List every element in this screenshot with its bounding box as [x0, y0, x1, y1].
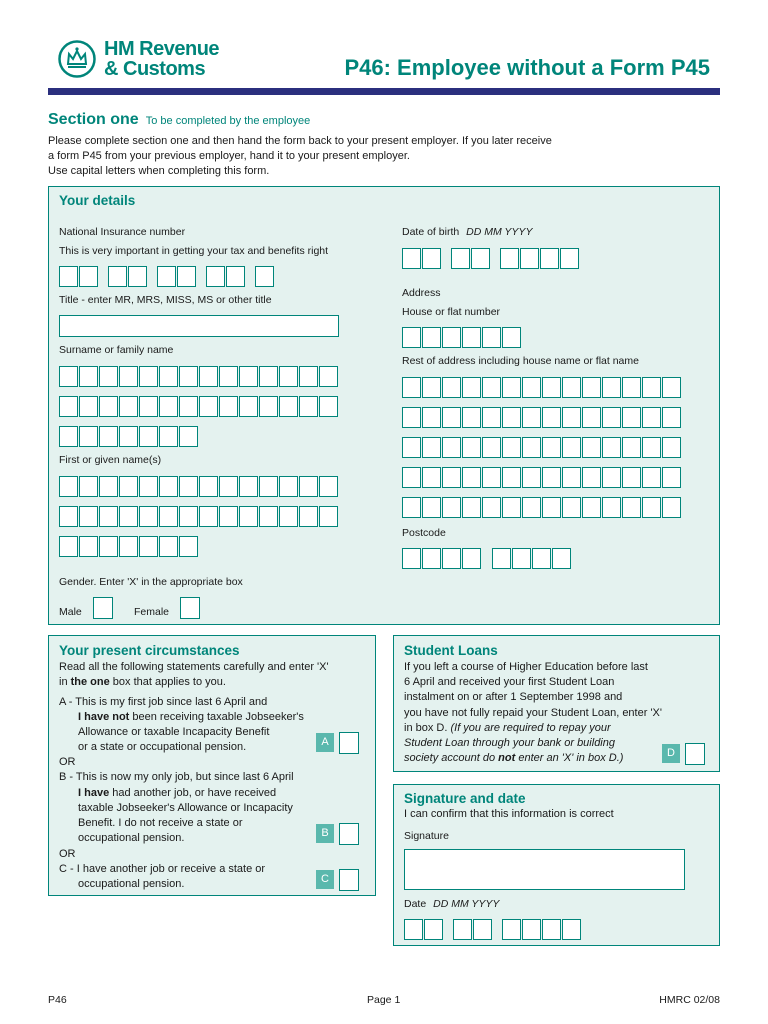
- first-name-char-box[interactable]: [299, 506, 318, 527]
- option-b-line-4: Benefit. I do not receive a state or: [78, 817, 243, 829]
- sl-line-6: Student Loan through your bank or building: [404, 737, 615, 749]
- house-char-box[interactable]: [402, 327, 421, 348]
- first-name-char-box[interactable]: [179, 506, 198, 527]
- house-char-box[interactable]: [482, 327, 501, 348]
- ni-note: This is very important in getting your tax and benefits right: [59, 245, 329, 257]
- ni-char-box[interactable]: [226, 266, 245, 287]
- surname-char-box[interactable]: [179, 426, 198, 447]
- dob-char-box[interactable]: [520, 248, 539, 269]
- first-name-char-box[interactable]: [119, 476, 138, 497]
- option-c-checkbox[interactable]: [339, 869, 359, 891]
- signature-title: Signature and date: [404, 791, 526, 806]
- address-char-box[interactable]: [522, 437, 541, 458]
- sl-line-7-pre: society account do: [404, 752, 499, 764]
- header-bar: [48, 88, 720, 95]
- address-char-box[interactable]: [642, 467, 661, 488]
- first-name-char-box[interactable]: [199, 506, 218, 527]
- org-name-line1: HM Revenue: [104, 38, 220, 60]
- first-name-char-box[interactable]: [239, 476, 258, 497]
- first-name-char-box[interactable]: [139, 536, 158, 557]
- female-checkbox[interactable]: [180, 597, 200, 619]
- first-name-char-box[interactable]: [159, 536, 178, 557]
- option-a-line-3: Allowance or taxable Incapacity Benefit: [78, 726, 270, 738]
- your-details-title: Your details: [59, 193, 136, 208]
- hmrc-logo: [58, 40, 96, 78]
- sl-line-7-post: enter an 'X' in box D.): [515, 752, 624, 764]
- surname-char-box[interactable]: [279, 396, 298, 417]
- surname-char-box[interactable]: [199, 366, 218, 387]
- sl-line-5-plain: in box D.: [404, 722, 448, 734]
- postcode-char-box[interactable]: [492, 548, 511, 569]
- first-name-char-box[interactable]: [99, 476, 118, 497]
- first-name-char-box[interactable]: [99, 506, 118, 527]
- footer-version: HMRC 02/08: [659, 994, 720, 1006]
- intro-line-3: Use capital letters when completing this form.: [48, 165, 270, 177]
- surname-char-box[interactable]: [259, 366, 278, 387]
- address-char-box[interactable]: [582, 467, 601, 488]
- dob-label: [402, 226, 532, 238]
- female-label: Female: [134, 606, 170, 618]
- address-label: Address: [402, 287, 441, 299]
- address-char-box[interactable]: [442, 467, 461, 488]
- surname-char-box[interactable]: [319, 396, 338, 417]
- male-label: Male: [59, 606, 82, 618]
- date-format: DD MM YYYY: [433, 898, 500, 910]
- address-char-box[interactable]: [482, 407, 501, 428]
- form-title: P46: Employee without a Form P45: [344, 55, 710, 80]
- address-char-box[interactable]: [402, 437, 421, 458]
- crown-icon: [58, 40, 96, 78]
- address-char-box[interactable]: [622, 407, 641, 428]
- sl-line-7-bold: not: [498, 752, 516, 764]
- dob-char-box[interactable]: [402, 248, 421, 269]
- address-char-box[interactable]: [422, 377, 441, 398]
- address-char-box[interactable]: [502, 497, 521, 518]
- ni-char-box[interactable]: [206, 266, 225, 287]
- ni-char-box[interactable]: [59, 266, 78, 287]
- address-char-box[interactable]: [462, 497, 481, 518]
- tag-d: D: [662, 744, 680, 763]
- sl-line-7: [404, 751, 623, 766]
- address-char-box[interactable]: [542, 467, 561, 488]
- surname-char-box[interactable]: [79, 366, 98, 387]
- surname-char-box[interactable]: [119, 396, 138, 417]
- address-char-box[interactable]: [602, 497, 621, 518]
- first-name-char-box[interactable]: [119, 506, 138, 527]
- address-char-box[interactable]: [482, 497, 501, 518]
- address-char-box[interactable]: [562, 407, 581, 428]
- org-name-line2: & Customs: [104, 58, 206, 80]
- date-char-box[interactable]: [542, 919, 561, 940]
- sl-line-5-italic: (If you are required to repay your: [447, 722, 611, 734]
- dob-char-box[interactable]: [560, 248, 579, 269]
- surname-char-box[interactable]: [119, 426, 138, 447]
- tag-b: B: [316, 824, 334, 843]
- first-name-char-box[interactable]: [259, 476, 278, 497]
- address-char-box[interactable]: [402, 407, 421, 428]
- sl-line-2: 6 April and received your first Student Loan: [404, 676, 615, 688]
- option-b-line-1: B - This is now my only job, but since last 6 April: [59, 771, 294, 783]
- option-b-checkbox[interactable]: [339, 823, 359, 845]
- address-char-box[interactable]: [662, 467, 681, 488]
- address-char-box[interactable]: [402, 497, 421, 518]
- address-char-box[interactable]: [582, 437, 601, 458]
- address-char-box[interactable]: [562, 437, 581, 458]
- surname-char-box[interactable]: [59, 366, 78, 387]
- address-char-box[interactable]: [662, 497, 681, 518]
- title-label: Title - enter MR, MRS, MISS, MS or other title: [59, 294, 272, 306]
- surname-char-box[interactable]: [59, 396, 78, 417]
- option-a-bold: I have not: [78, 711, 130, 723]
- first-name-char-box[interactable]: [259, 506, 278, 527]
- address-char-box[interactable]: [422, 497, 441, 518]
- first-name-char-box[interactable]: [219, 506, 238, 527]
- house-char-box[interactable]: [442, 327, 461, 348]
- sl-line-3: instalment on or after 1 September 1998 and: [404, 691, 623, 703]
- surname-char-box[interactable]: [299, 396, 318, 417]
- circ-intro-2-pre: in: [59, 676, 71, 688]
- address-char-box[interactable]: [542, 437, 561, 458]
- option-b-rest: had another job, or have received: [109, 787, 277, 799]
- surname-char-box[interactable]: [239, 366, 258, 387]
- option-b-line-2: [78, 786, 276, 801]
- address-char-box[interactable]: [602, 467, 621, 488]
- address-char-box[interactable]: [542, 497, 561, 518]
- confirm-text: I can confirm that this information is correct: [404, 808, 614, 820]
- house-char-box[interactable]: [422, 327, 441, 348]
- surname-char-box[interactable]: [179, 366, 198, 387]
- address-char-box[interactable]: [662, 407, 681, 428]
- address-char-box[interactable]: [582, 377, 601, 398]
- postcode-char-box[interactable]: [512, 548, 531, 569]
- ni-char-box[interactable]: [157, 266, 176, 287]
- surname-char-box[interactable]: [239, 396, 258, 417]
- address-char-box[interactable]: [462, 467, 481, 488]
- address-char-box[interactable]: [602, 377, 621, 398]
- tag-a: A: [316, 733, 334, 752]
- option-c-line-1: C - I have another job or receive a state or: [59, 863, 266, 875]
- first-name-char-box[interactable]: [239, 506, 258, 527]
- surname-char-box[interactable]: [159, 426, 178, 447]
- first-name-char-box[interactable]: [79, 506, 98, 527]
- address-char-box[interactable]: [582, 407, 601, 428]
- sl-line-4: you have not fully repaid your Student Loan, enter 'X': [404, 707, 662, 719]
- surname-char-box[interactable]: [319, 366, 338, 387]
- postcode-char-box[interactable]: [422, 548, 441, 569]
- dob-char-box[interactable]: [500, 248, 519, 269]
- surname-char-box[interactable]: [99, 366, 118, 387]
- first-name-char-box[interactable]: [179, 536, 198, 557]
- surname-char-box[interactable]: [279, 366, 298, 387]
- circ-intro-2: [59, 675, 226, 690]
- date-char-box[interactable]: [473, 919, 492, 940]
- address-char-box[interactable]: [482, 437, 501, 458]
- surname-label: Surname or family name: [59, 344, 174, 356]
- dob-char-box[interactable]: [451, 248, 470, 269]
- date-char-box[interactable]: [502, 919, 521, 940]
- address-char-box[interactable]: [502, 467, 521, 488]
- date-char-box[interactable]: [424, 919, 443, 940]
- surname-char-box[interactable]: [299, 366, 318, 387]
- date-char-box[interactable]: [522, 919, 541, 940]
- option-d-checkbox[interactable]: [685, 743, 705, 765]
- intro-line-2: a form P45 from your previous employer, hand it to your present employer.: [48, 150, 410, 162]
- first-name-char-box[interactable]: [99, 536, 118, 557]
- address-char-box[interactable]: [642, 377, 661, 398]
- sl-line-5: [404, 721, 611, 736]
- address-char-box[interactable]: [602, 407, 621, 428]
- signature-label: Signature: [404, 830, 449, 842]
- footer-form-code: P46: [48, 994, 67, 1006]
- surname-char-box[interactable]: [99, 396, 118, 417]
- first-name-char-box[interactable]: [79, 536, 98, 557]
- option-a-line-4: or a state or occupational pension.: [78, 741, 247, 753]
- intro-line-1: Please complete section one and then hand the form back to your present employer. If you later receive: [48, 135, 552, 147]
- option-b-bold: I have: [78, 787, 110, 799]
- date-char-box[interactable]: [453, 919, 472, 940]
- first-name-char-box[interactable]: [159, 506, 178, 527]
- postcode-char-box[interactable]: [462, 548, 481, 569]
- address-char-box[interactable]: [622, 497, 641, 518]
- surname-char-box[interactable]: [59, 426, 78, 447]
- address-char-box[interactable]: [522, 407, 541, 428]
- address-char-box[interactable]: [502, 407, 521, 428]
- ni-char-box[interactable]: [79, 266, 98, 287]
- address-char-box[interactable]: [462, 407, 481, 428]
- address-char-box[interactable]: [562, 497, 581, 518]
- option-b-line-3: taxable Jobseeker's Allowance or Incapacity: [78, 802, 293, 814]
- first-name-char-box[interactable]: [299, 476, 318, 497]
- dob-char-box[interactable]: [540, 248, 559, 269]
- first-name-char-box[interactable]: [59, 476, 78, 497]
- circ-intro-1: Read all the following statements carefully and enter 'X': [59, 661, 329, 673]
- address-char-box[interactable]: [622, 377, 641, 398]
- date-label: [404, 898, 499, 910]
- first-name-char-box[interactable]: [139, 506, 158, 527]
- ni-label: National Insurance number: [59, 226, 186, 238]
- date-char-box[interactable]: [404, 919, 423, 940]
- address-char-box[interactable]: [662, 377, 681, 398]
- address-char-box[interactable]: [522, 377, 541, 398]
- dob-label-text: Date of birth: [402, 226, 460, 238]
- address-char-box[interactable]: [402, 377, 421, 398]
- first-name-char-box[interactable]: [279, 476, 298, 497]
- address-char-box[interactable]: [482, 467, 501, 488]
- first-name-char-box[interactable]: [319, 476, 338, 497]
- address-char-box[interactable]: [622, 467, 641, 488]
- first-name-char-box[interactable]: [319, 506, 338, 527]
- first-name-char-box[interactable]: [179, 476, 198, 497]
- address-char-box[interactable]: [542, 407, 561, 428]
- address-char-box[interactable]: [442, 377, 461, 398]
- address-char-box[interactable]: [502, 377, 521, 398]
- dob-char-box[interactable]: [471, 248, 490, 269]
- dob-format: DD MM YYYY: [466, 226, 533, 238]
- address-char-box[interactable]: [562, 377, 581, 398]
- address-char-box[interactable]: [482, 377, 501, 398]
- postcode-char-box[interactable]: [552, 548, 571, 569]
- tag-c: C: [316, 870, 334, 889]
- section-heading: [48, 111, 310, 129]
- postcode-char-box[interactable]: [402, 548, 421, 569]
- first-name-char-box[interactable]: [79, 476, 98, 497]
- footer-page: Page 1: [367, 994, 401, 1006]
- address-char-box[interactable]: [642, 437, 661, 458]
- first-name-char-box[interactable]: [219, 476, 238, 497]
- address-char-box[interactable]: [622, 437, 641, 458]
- address-char-box[interactable]: [542, 377, 561, 398]
- surname-char-box[interactable]: [219, 396, 238, 417]
- option-b-line-5: occupational pension.: [78, 832, 185, 844]
- first-name-char-box[interactable]: [119, 536, 138, 557]
- surname-char-box[interactable]: [79, 426, 98, 447]
- surname-char-box[interactable]: [179, 396, 198, 417]
- postcode-char-box[interactable]: [442, 548, 461, 569]
- house-char-box[interactable]: [462, 327, 481, 348]
- option-a-checkbox[interactable]: [339, 732, 359, 754]
- surname-char-box[interactable]: [159, 396, 178, 417]
- surname-char-box[interactable]: [119, 366, 138, 387]
- address-char-box[interactable]: [462, 437, 481, 458]
- address-char-box[interactable]: [422, 467, 441, 488]
- sl-line-1: If you left a course of Higher Education before last: [404, 661, 648, 673]
- circumstances-title: Your present circumstances: [59, 643, 240, 658]
- address-char-box[interactable]: [522, 497, 541, 518]
- address-char-box[interactable]: [442, 407, 461, 428]
- option-a-line-2: [78, 710, 304, 725]
- section-subtitle: To be completed by the employee: [145, 115, 311, 127]
- surname-char-box[interactable]: [139, 366, 158, 387]
- address-char-box[interactable]: [602, 437, 621, 458]
- address-char-box[interactable]: [562, 467, 581, 488]
- surname-char-box[interactable]: [139, 426, 158, 447]
- address-char-box[interactable]: [422, 407, 441, 428]
- circ-intro-2-post: box that applies to you.: [109, 676, 226, 688]
- or-1: OR: [59, 756, 76, 768]
- address-char-box[interactable]: [582, 497, 601, 518]
- surname-char-box[interactable]: [139, 396, 158, 417]
- option-a-rest: been receiving taxable Jobseeker's: [129, 711, 304, 723]
- section-title: Section one: [48, 111, 139, 128]
- option-a-line-1: A - This is my first job since last 6 April and: [59, 696, 268, 708]
- first-name-char-box[interactable]: [279, 506, 298, 527]
- address-char-box[interactable]: [642, 497, 661, 518]
- surname-char-box[interactable]: [259, 396, 278, 417]
- date-label-text: Date: [404, 898, 427, 910]
- address-char-box[interactable]: [402, 467, 421, 488]
- first-name-label: First or given name(s): [59, 454, 162, 466]
- first-name-char-box[interactable]: [199, 476, 218, 497]
- surname-char-box[interactable]: [219, 366, 238, 387]
- address-char-box[interactable]: [662, 437, 681, 458]
- date-char-box[interactable]: [562, 919, 581, 940]
- circ-intro-2-bold: the one: [70, 676, 110, 688]
- first-name-char-box[interactable]: [159, 476, 178, 497]
- or-2: OR: [59, 848, 76, 860]
- postcode-label: Postcode: [402, 527, 446, 539]
- first-name-char-box[interactable]: [139, 476, 158, 497]
- address-char-box[interactable]: [522, 467, 541, 488]
- rest-address-label: Rest of address including house name or flat name: [402, 355, 639, 367]
- address-char-box[interactable]: [442, 497, 461, 518]
- first-name-char-box[interactable]: [59, 536, 78, 557]
- first-name-char-box[interactable]: [59, 506, 78, 527]
- ni-char-box[interactable]: [128, 266, 147, 287]
- address-char-box[interactable]: [502, 437, 521, 458]
- ni-char-box[interactable]: [255, 266, 274, 287]
- surname-char-box[interactable]: [159, 366, 178, 387]
- surname-char-box[interactable]: [199, 396, 218, 417]
- address-char-box[interactable]: [442, 437, 461, 458]
- address-char-box[interactable]: [642, 407, 661, 428]
- address-char-box[interactable]: [462, 377, 481, 398]
- surname-char-box[interactable]: [99, 426, 118, 447]
- postcode-char-box[interactable]: [532, 548, 551, 569]
- option-c-line-2: occupational pension.: [78, 878, 185, 890]
- gender-label: Gender. Enter 'X' in the appropriate box: [59, 576, 243, 588]
- ni-char-box[interactable]: [108, 266, 127, 287]
- address-char-box[interactable]: [422, 437, 441, 458]
- male-checkbox[interactable]: [93, 597, 113, 619]
- signature-input[interactable]: [404, 849, 685, 890]
- surname-char-box[interactable]: [79, 396, 98, 417]
- house-char-box[interactable]: [502, 327, 521, 348]
- house-number-label: House or flat number: [402, 306, 501, 318]
- ni-char-box[interactable]: [177, 266, 196, 287]
- student-loans-title: Student Loans: [404, 643, 498, 658]
- dob-char-box[interactable]: [422, 248, 441, 269]
- title-input[interactable]: [59, 315, 339, 337]
